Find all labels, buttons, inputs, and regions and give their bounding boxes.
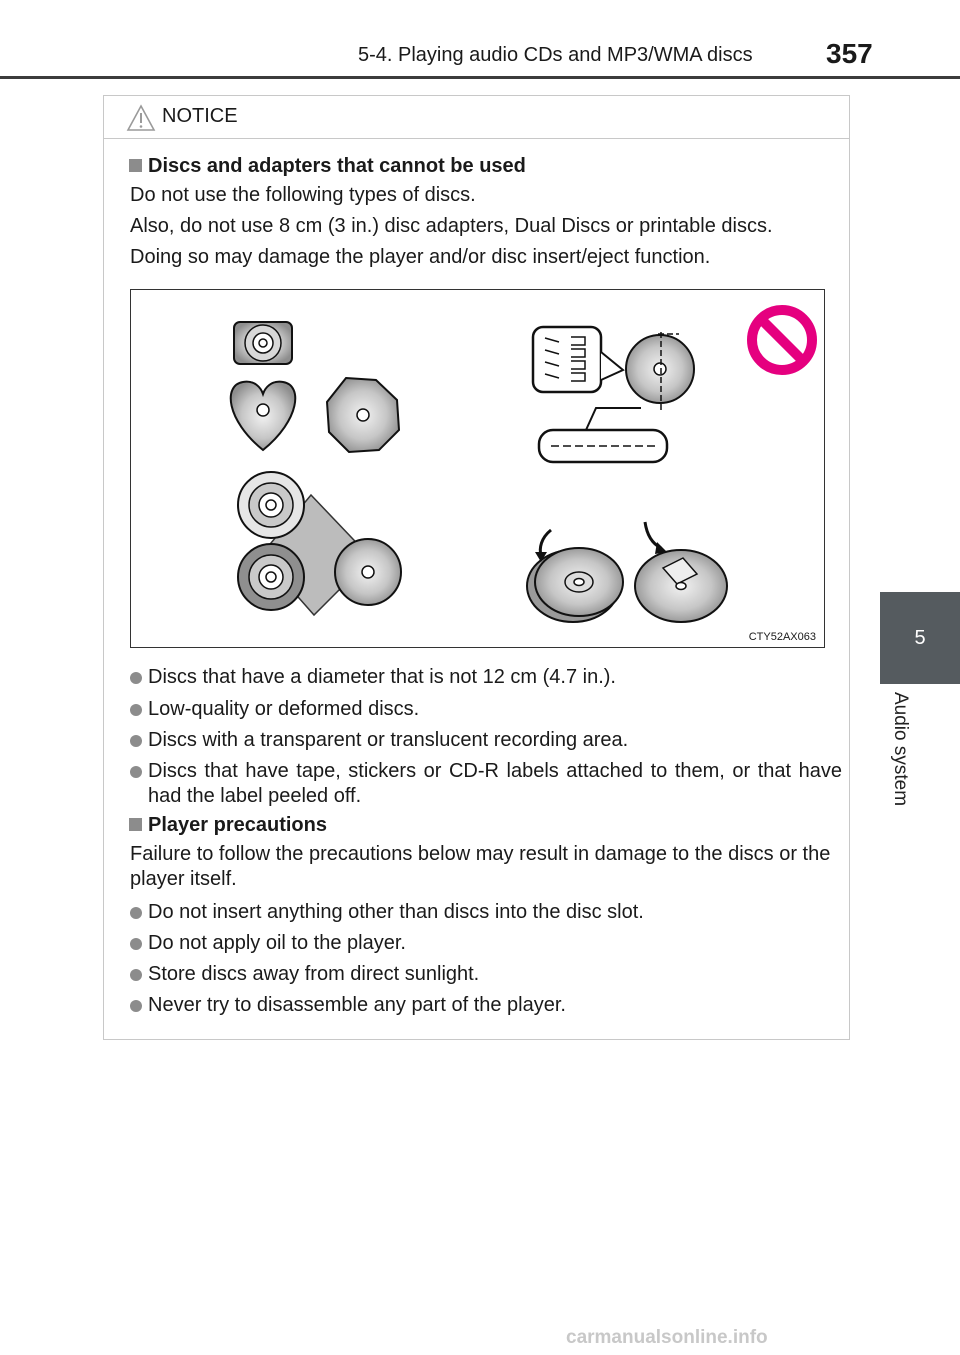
illustration bbox=[130, 289, 825, 648]
transparent-disc-icon bbox=[238, 472, 401, 615]
unusable-discs-illustration bbox=[131, 290, 824, 647]
paragraph: Failure to follow the precautions below may result in damage to the discs or the player itself. bbox=[130, 843, 831, 890]
bullet-icon bbox=[130, 672, 142, 684]
polygonal-disc-icon bbox=[327, 378, 399, 452]
warning-icon bbox=[126, 104, 156, 132]
peeled-label-disc-icon bbox=[527, 522, 727, 622]
bullet-icon bbox=[130, 1000, 142, 1012]
square-bullet-icon bbox=[129, 159, 142, 172]
section-title: 5-4. Playing audio CDs and MP3/WMA discs bbox=[358, 44, 753, 66]
notice-label: NOTICE bbox=[162, 105, 238, 127]
header-rule bbox=[0, 76, 960, 79]
list-item: Do not insert anything other than discs into the disc slot. bbox=[130, 900, 842, 925]
square-bullet-icon bbox=[129, 818, 142, 831]
list-item: Store discs away from direct sunlight. bbox=[130, 962, 842, 987]
heart-disc-icon bbox=[231, 382, 296, 450]
deformed-disc-icon bbox=[533, 327, 694, 462]
watermark: carmanualsonline.info bbox=[566, 1327, 768, 1348]
figure-code: CTY52AX063 bbox=[748, 631, 816, 643]
bullet-icon bbox=[130, 766, 142, 778]
notice-box bbox=[103, 95, 850, 1040]
prohibition-icon bbox=[752, 310, 812, 370]
square-disc-icon bbox=[234, 322, 292, 364]
bullet-icon bbox=[130, 907, 142, 919]
section-heading: Player precautions bbox=[129, 814, 327, 837]
bullet-icon bbox=[130, 735, 142, 747]
chapter-label: Audio system bbox=[890, 692, 911, 807]
section-heading: Discs and adapters that cannot be used bbox=[129, 155, 526, 178]
bullet-icon bbox=[130, 938, 142, 950]
list-item: Discs that have a diameter that is not 12 cm (4.7 in.). bbox=[130, 665, 842, 690]
list-item: Never try to disassemble any part of the player. bbox=[130, 993, 842, 1018]
bullet-icon bbox=[130, 969, 142, 981]
page-number: 357 bbox=[826, 38, 873, 69]
bullet-icon bbox=[130, 704, 142, 716]
list-item: Low-quality or deformed discs. bbox=[130, 697, 842, 722]
paragraph: Also, do not use 8 cm (3 in.) disc adapters, Dual Discs or printable discs. bbox=[130, 215, 773, 237]
paragraph: Doing so may damage the player and/or disc insert/eject function. bbox=[130, 246, 711, 268]
chapter-tab[interactable]: 5 bbox=[880, 592, 960, 684]
paragraph: Do not use the following types of discs. bbox=[130, 184, 476, 206]
list-item: Do not apply oil to the player. bbox=[130, 931, 842, 956]
list-item: Discs with a transparent or translucent recording area. bbox=[130, 728, 842, 753]
list-item: Discs that have tape, stickers or CD-R labels attached to them, or that have had the label peeled off. bbox=[130, 759, 842, 809]
notice-header bbox=[104, 96, 849, 139]
